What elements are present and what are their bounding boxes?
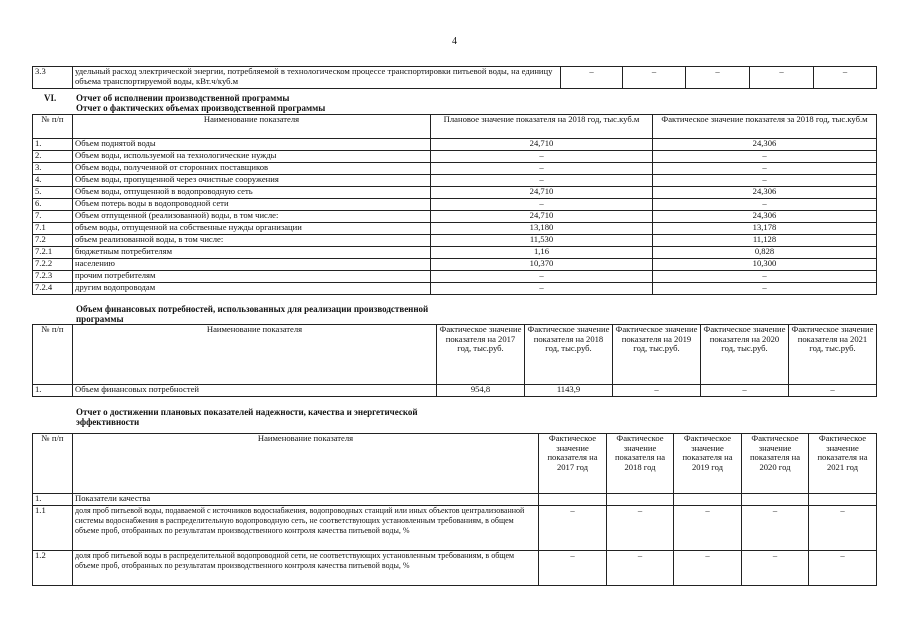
row-num: 3.	[33, 163, 73, 175]
volumes-table-body	[33, 139, 877, 295]
table2-title: Объем финансовых потребностей, использованных для реализации производственной	[76, 304, 429, 314]
row-fact: –	[653, 199, 877, 211]
row-num: 1.	[33, 139, 73, 151]
row-num: 7.1	[33, 223, 73, 235]
table-row	[33, 283, 877, 295]
row-fact: –	[653, 271, 877, 283]
row-name: населению	[73, 259, 431, 271]
table-row	[33, 247, 877, 259]
row-val: 954,8	[437, 385, 525, 397]
row-val: –	[742, 506, 809, 551]
row-plan: –	[431, 151, 653, 163]
section-number: VI.	[44, 93, 57, 103]
row-num: 2.	[33, 151, 73, 163]
row-3-3-table	[32, 66, 877, 89]
header-year-2017: Фактическое значение показателя на 2017 год	[539, 434, 607, 494]
row-val: –	[789, 385, 877, 397]
row-name: прочим потребителям	[73, 271, 431, 283]
table-row	[33, 271, 877, 283]
row-fact: 11,128	[653, 235, 877, 247]
header-year-2019: Фактическое значение показателя на 2019 год, тыс.руб.	[613, 325, 701, 385]
row-val: 1143,9	[525, 385, 613, 397]
row-plan: –	[431, 271, 653, 283]
row-name: объем реализованной воды, в том числе:	[73, 235, 431, 247]
row-name: Объем финансовых потребностей	[73, 385, 437, 397]
row-plan: –	[431, 175, 653, 187]
section-title: Отчет об исполнении производственной программы	[76, 93, 290, 103]
row-plan: –	[431, 199, 653, 211]
row-num: 5.	[33, 187, 73, 199]
row-val: –	[750, 67, 814, 89]
row-plan: 10,370	[431, 259, 653, 271]
row-num: 1.	[33, 385, 73, 397]
row-name: Показатели качества	[73, 494, 539, 506]
row-num: 6.	[33, 199, 73, 211]
row-fact: 0,828	[653, 247, 877, 259]
header-year-2020: Фактическое значение показателя на 2020 год, тыс.руб.	[701, 325, 789, 385]
quality-table	[32, 433, 877, 586]
row-val: –	[539, 551, 607, 586]
header-fact: Фактическое значение показателя за 2018 год, тыс.куб.м	[653, 115, 877, 139]
header-num: № п/п	[33, 434, 73, 494]
row-num: 7.2.4	[33, 283, 73, 295]
table3-title: Отчет о достижении плановых показателей надежности, качества и энергетической	[76, 407, 418, 417]
volumes-table	[32, 114, 877, 295]
row-fact: 10,300	[653, 259, 877, 271]
row-val: –	[623, 67, 686, 89]
row-name: удельный расход электрической энергии, потребляемой в технологическом процессе транспортировки питьевой воды, на единицу объема транспортируемой воды, кВт.ч/куб.м	[73, 67, 561, 89]
table-row	[33, 175, 877, 187]
row-name: Объем поднятой воды	[73, 139, 431, 151]
row-plan: 11,530	[431, 235, 653, 247]
row-name: Объем воды, полученной от сторонних поставщиков	[73, 163, 431, 175]
row-name: доля проб питьевой воды в распределительной водопроводной сети, не соответствующих установленным требованиям, в общем объеме проб, отобранных по результатам производственного контроля качества питьевой воды, %	[73, 551, 539, 586]
row-name: Объем потерь воды в водопроводной сети	[73, 199, 431, 211]
row-name: Объем воды, отпущенной в водопроводную сеть	[73, 187, 431, 199]
row-plan: 24,710	[431, 139, 653, 151]
row-name: Объем воды, используемой на технологические нужды	[73, 151, 431, 163]
row-val: –	[539, 506, 607, 551]
row-val: –	[607, 506, 674, 551]
table-row	[33, 199, 877, 211]
row-num: 7.2.3	[33, 271, 73, 283]
row-plan: 13,180	[431, 223, 653, 235]
header-name: Наименование показателя	[73, 325, 437, 385]
table-row	[33, 151, 877, 163]
row-fact: 13,178	[653, 223, 877, 235]
row-fact: 24,306	[653, 139, 877, 151]
row-plan: –	[431, 163, 653, 175]
header-year-2021: Фактическое значение показателя на 2021 год, тыс.руб.	[789, 325, 877, 385]
table-row	[33, 187, 877, 199]
table-row	[33, 223, 877, 235]
table-row	[33, 139, 877, 151]
row-name: доля проб питьевой воды, подаваемой с источников водоснабжения, водопроводных станций или иных объектов централизованной системы водоснабжения в распределительную водопроводную сеть, не соответствующих установленным требованиям, в общем объеме проб, отобранных по результатам производственного контроля качества питьевой воды, %	[73, 506, 539, 551]
header-year-2019: Фактическое значение показателя на 2019 год	[674, 434, 742, 494]
table-row	[33, 259, 877, 271]
row-val: –	[814, 67, 877, 89]
table-row	[33, 163, 877, 175]
row-plan: 24,710	[431, 211, 653, 223]
table-row	[33, 235, 877, 247]
row-val: –	[613, 385, 701, 397]
header-name: Наименование показателя	[73, 434, 539, 494]
row-fact: –	[653, 151, 877, 163]
row-fact: 24,306	[653, 211, 877, 223]
row-fact: –	[653, 175, 877, 187]
table1-title: Отчет о фактических объемах производственной программы	[76, 103, 326, 113]
row-num: 7.2.2	[33, 259, 73, 271]
row-plan: 24,710	[431, 187, 653, 199]
header-plan: Плановое значение показателя на 2018 год, тыс.куб.м	[431, 115, 653, 139]
row-val: –	[809, 506, 877, 551]
finance-table	[32, 324, 877, 397]
header-num: № п/п	[33, 115, 73, 139]
row-num: 3.3	[33, 67, 73, 89]
row-name: бюджетным потребителям	[73, 247, 431, 259]
row-num: 7.2.1	[33, 247, 73, 259]
header-year-2018: Фактическое значение показателя на 2018 год, тыс.руб.	[525, 325, 613, 385]
row-num: 7.	[33, 211, 73, 223]
row-plan: –	[431, 283, 653, 295]
header-num: № п/п	[33, 325, 73, 385]
row-name: объем воды, отпущенной на собственные нужды организации	[73, 223, 431, 235]
page-number: 4	[452, 36, 457, 47]
header-year-2021: Фактическое значение показателя на 2021 год	[809, 434, 877, 494]
row-num: 4.	[33, 175, 73, 187]
row-name: другим водопроводам	[73, 283, 431, 295]
table2-title-cont: программы	[76, 314, 124, 324]
row-val: –	[561, 67, 623, 89]
table-row	[33, 211, 877, 223]
row-fact: –	[653, 283, 877, 295]
row-num: 7.2	[33, 235, 73, 247]
row-plan: 1,16	[431, 247, 653, 259]
row-val: –	[809, 551, 877, 586]
row-val: –	[607, 551, 674, 586]
row-name: Объем отпущенной (реализованной) воды, в том числе:	[73, 211, 431, 223]
header-year-2017: Фактическое значение показателя на 2017 год, тыс.руб.	[437, 325, 525, 385]
row-fact: –	[653, 163, 877, 175]
row-name: Объем воды, пропущенной через очистные сооружения	[73, 175, 431, 187]
header-year-2018: Фактическое значение показателя на 2018 год	[607, 434, 674, 494]
header-year-2020: Фактическое значение показателя на 2020 год	[742, 434, 809, 494]
row-num: 1.	[33, 494, 73, 506]
row-val: –	[701, 385, 789, 397]
table3-title-cont: эффективности	[76, 417, 140, 427]
row-num: 1.1	[33, 506, 73, 551]
row-val: –	[686, 67, 750, 89]
row-val: –	[674, 551, 742, 586]
row-val: –	[674, 506, 742, 551]
row-num: 1.2	[33, 551, 73, 586]
header-name: Наименование показателя	[73, 115, 431, 139]
row-fact: 24,306	[653, 187, 877, 199]
row-val: –	[742, 551, 809, 586]
